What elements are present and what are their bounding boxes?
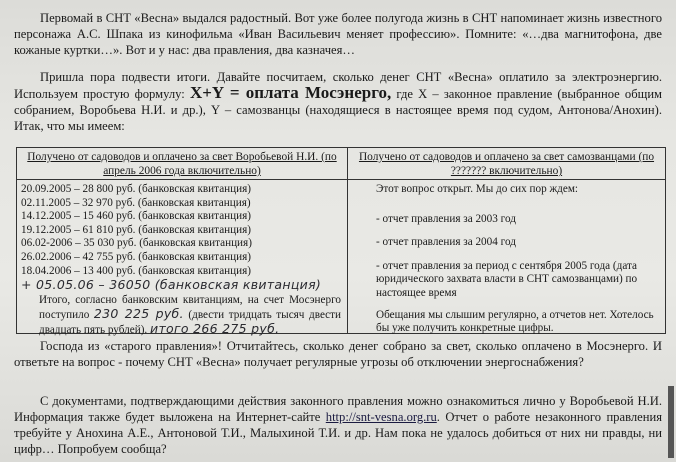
- page-edge-shadow: [668, 386, 674, 458]
- appeal-paragraph: Господа из «старого правления»! Отчитайтесь, сколько денег собрано за свет, сколько оплачено в Мосэнерго. И ответьте на вопрос - почему СНТ «Весна» получает регулярные угрозы об отключении энергоснабжения?: [14, 339, 662, 369]
- site-link[interactable]: http://snt-vesna.org.ru: [325, 410, 437, 424]
- documents-after: . Отчет о работе незаконного правления требуйте у Анохина А.Е., Антоновой Т.И., Малыхиной Т.И. и др. Нам пока не удалось добиться от них ни правды, ни цифр… Попробуем сообща?: [14, 410, 662, 456]
- right-intro: Этот вопрос открыт. Мы до сих пор ждем:: [376, 183, 579, 195]
- total-handwritten: 230 225 руб.: [93, 305, 184, 321]
- handwritten-row: + 05.05.06 – 36050 (банковская квитанция): [21, 277, 322, 293]
- table-row: 02.11.2005 – 32 970 руб. (банковская квитанция): [21, 196, 251, 209]
- report-2004: - отчет правления за 2004 год: [376, 236, 516, 249]
- report-2003: - отчет правления за 2003 год: [376, 212, 516, 225]
- right-column: [348, 148, 665, 333]
- total-before: Итого, согласно банковским квитанциям, на счет Мосэнерго поступило: [39, 293, 341, 321]
- summary-before: Пришла пора подвести итоги. Давайте посчитаем, сколько денег СНТ «Весна» оплатило за электроэнергию. Используем простую формулу:: [14, 70, 662, 101]
- report-period: - отчет правления за период с сентября 2005 года (дата юридического захвата власти в СНТ самозванцами) по настоящее время: [376, 259, 638, 299]
- table-row: 26.02.2006 – 42 755 руб. (банковская квитанция): [21, 250, 251, 263]
- promises-note: Обещания мы слышим регулярно, а отчетов нет. Хотелось бы уже получить конкретные цифры.: [376, 308, 654, 335]
- total-note: итого 266 275 руб.: [150, 320, 280, 336]
- total-after: (двести тридцать тысяч двести двадцать пять рублей).: [39, 308, 342, 336]
- payments-table: [16, 147, 666, 334]
- right-header: Получено от садоводов и оплачено за свет самозванцами (по ??????? включительно): [348, 148, 665, 180]
- formula: X+Y = оплата Мосэнерго,: [189, 83, 392, 102]
- documents-before: С документами, подтверждающими действия законного правления можно ознакомиться лично у Воробьевой Н.И. Информация также будет выложена на Интернет-сайте: [14, 394, 662, 424]
- table-row: 20.09.2005 – 28 800 руб. (банковская квитанция): [21, 183, 251, 195]
- total-text: [17, 292, 347, 337]
- left-column: [17, 148, 348, 336]
- intro-paragraph: Первомай в СНТ «Весна» выдался радостный. Вот уже более полугода жизнь в СНТ напоминает жизнь известного персонажа А.С. Шпака из кинофильма «Иван Васильевич меняет профессию». Помните: «…два магнитофона, две кожаные куртки…». Вот и у нас: два правления, два казначея…: [14, 11, 662, 57]
- summary-after: где X – законное правление (выбранное общим собранием, Воробьева Н.И. и др.), Y – самозванцы (находящиеся в настоящее время под судом, Антонова/Анохин). Итак, что мы имеем:: [14, 87, 663, 133]
- documents-paragraph: [14, 393, 662, 457]
- summary-paragraph: [14, 69, 662, 134]
- table-row: 19.12.2005 – 61 810 руб. (банковская квитанция): [21, 223, 251, 236]
- table-row: 18.04.2006 – 13 400 руб. (банковская квитанция): [21, 264, 251, 277]
- left-rows: [17, 180, 347, 292]
- table-row: 14.12.2005 – 15 460 руб. (банковская квитанция): [21, 210, 251, 223]
- left-header: Получено от садоводов и оплачено за свет Воробьевой Н.И. (по апрель 2006 года включительно): [17, 148, 347, 180]
- table-row: 06.02-2006 – 35 030 руб. (банковская квитанция): [21, 237, 252, 250]
